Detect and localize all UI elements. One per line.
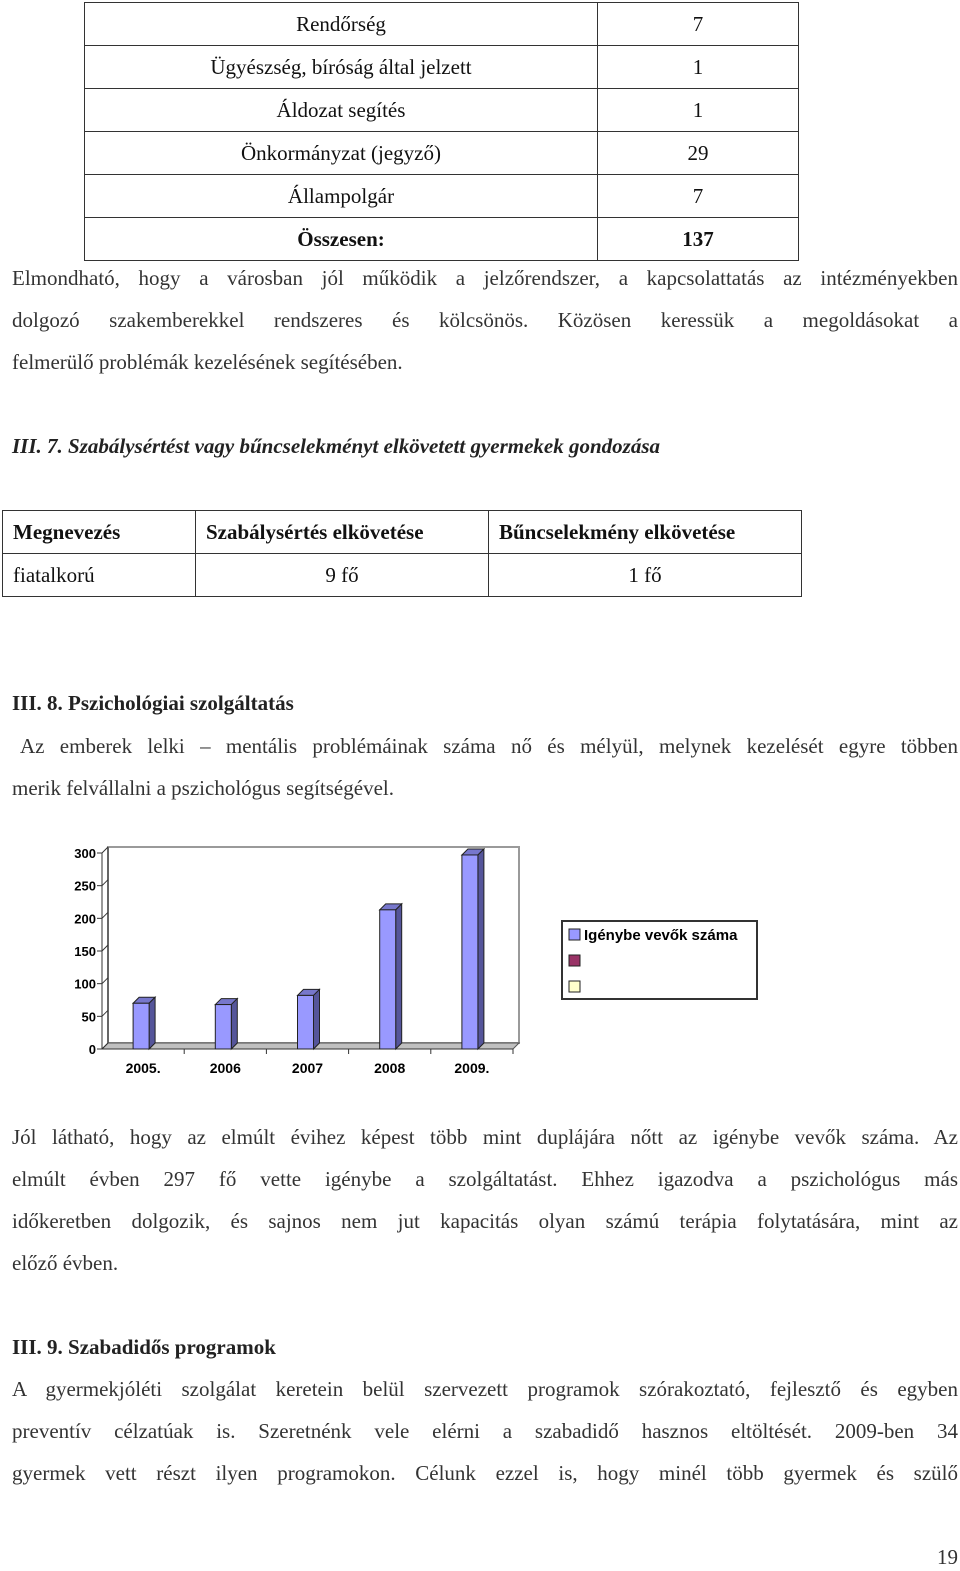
table-row [85, 132, 799, 175]
bar-side [231, 999, 237, 1049]
table-cell: 9 fő [196, 554, 489, 597]
section-title: Szabálysértést vagy bűncselekményt elkövetett gyermekek gondozása [68, 434, 661, 458]
column-header: Szabálysértés elkövetése [196, 511, 489, 554]
y-tick-label: 50 [81, 1009, 96, 1025]
paragraph-leisure [12, 1368, 958, 1494]
x-tick-label: 2005. [125, 1060, 161, 1076]
row-label: Rendőrség [85, 3, 598, 46]
bar-side [149, 997, 155, 1049]
text-line: felmerülő problémák kezelésének segítésében. [12, 350, 403, 374]
table-header-row [3, 511, 802, 554]
y-tick-label: 300 [74, 846, 96, 861]
y-tick-label: 150 [74, 944, 96, 959]
total-value: 137 [598, 218, 799, 261]
text-line: elmúlt évben 297 fő vette igénybe a szolgáltatást. Ehhez igazodva a pszichológus más [12, 1167, 958, 1191]
bar-side [396, 904, 402, 1049]
row-value: 7 [598, 3, 799, 46]
paragraph-psychology [20, 725, 958, 767]
text-line: Jól látható, hogy az elmúlt évihez képest több mint duplájára nőtt az igénybe vevők száma. Az [12, 1125, 958, 1149]
bar [133, 1003, 149, 1049]
row-value: 29 [598, 132, 799, 175]
bar [215, 1005, 231, 1049]
x-tick-label: 2009. [454, 1060, 490, 1076]
text-line: Az emberek lelki – mentális problémáinak száma nő és mélyül, melynek kezelését egyre többen [20, 734, 958, 758]
bar [462, 855, 478, 1049]
paragraph-chart-analysis [12, 1116, 958, 1284]
table-row [85, 46, 799, 89]
paragraph-signaling-system [12, 257, 958, 383]
y-tick-label: 250 [74, 878, 96, 894]
table-row [85, 3, 799, 46]
column-header: Bűncselekmény elkövetése [489, 511, 802, 554]
row-label: Ügyészség, bíróság által jelzett [85, 46, 598, 89]
x-tick-label: 2006 [209, 1060, 241, 1076]
row-label: Áldozat segítés [85, 89, 598, 132]
text-line: Elmondható, hogy a városban jól működik a jelzőrendszer, a kapcsolattatás az intézményekben [12, 266, 958, 290]
text-line: időkeretben dolgozik, és sajnos nem jut kapacitás olyan számú terápia folytatására, mint az [12, 1209, 958, 1233]
legend-swatch [569, 955, 580, 966]
row-label: Önkormányzat (jegyző) [85, 132, 598, 175]
bar-side [478, 849, 484, 1049]
total-label: Összesen: [85, 218, 598, 261]
section-heading-8: III. 8. Pszichológiai szolgáltatás [12, 691, 294, 715]
y-tick-label: 0 [88, 1042, 96, 1057]
legend-label: Igénybe vevők száma [584, 927, 738, 944]
text-line: A gyermekjóléti szolgálat keretein belül szervezett programok szórakoztató, fejlesztő és egyben [12, 1377, 958, 1401]
row-label: Állampolgár [85, 175, 598, 218]
x-tick-label: 2008 [374, 1060, 406, 1076]
section-heading-9: III. 9. Szabadidős programok [12, 1335, 276, 1359]
referral-sources-table [84, 2, 799, 261]
legend-swatch [569, 981, 580, 992]
table-row [85, 89, 799, 132]
row-value: 1 [598, 46, 799, 89]
column-header: Megnevezés [3, 511, 196, 554]
table-cell: fiatalkorú [3, 554, 196, 597]
section-heading-7 [12, 434, 660, 459]
text-line: előző évben. [12, 1251, 119, 1275]
bar [380, 910, 396, 1049]
text-line: preventív célzatúak is. Szeretnénk vele elérni a szabadidő hasznos eltöltését. 2009-ben 34 [12, 1419, 958, 1443]
text-line: gyermek vett részt ilyen programokon. Célunk ezzel is, hogy minél több gyermek és szülő [12, 1461, 958, 1485]
paragraph-psychology-cont [12, 767, 958, 809]
x-tick-label: 2007 [291, 1060, 324, 1076]
text-line: merik felvállalni a pszichológus segítségével. [12, 776, 394, 800]
page-number: 19 [937, 1545, 958, 1569]
table-cell: 1 fő [489, 554, 802, 597]
table-row [3, 554, 802, 597]
bar-side [314, 989, 320, 1049]
total-row [85, 218, 799, 261]
y-tick-label: 200 [74, 911, 96, 927]
section-number: III. 7. [12, 434, 63, 458]
table-row [85, 175, 799, 218]
bar [298, 995, 314, 1049]
y-tick-label: 100 [74, 976, 96, 992]
psychology-service-chart [0, 835, 960, 1085]
offenders-table [2, 510, 802, 597]
row-value: 7 [598, 175, 799, 218]
legend-swatch [569, 929, 580, 940]
row-value: 1 [598, 89, 799, 132]
text-line: dolgozó szakemberekkel rendszeres és kölcsönös. Közösen keressük a megoldásokat a [12, 308, 958, 332]
